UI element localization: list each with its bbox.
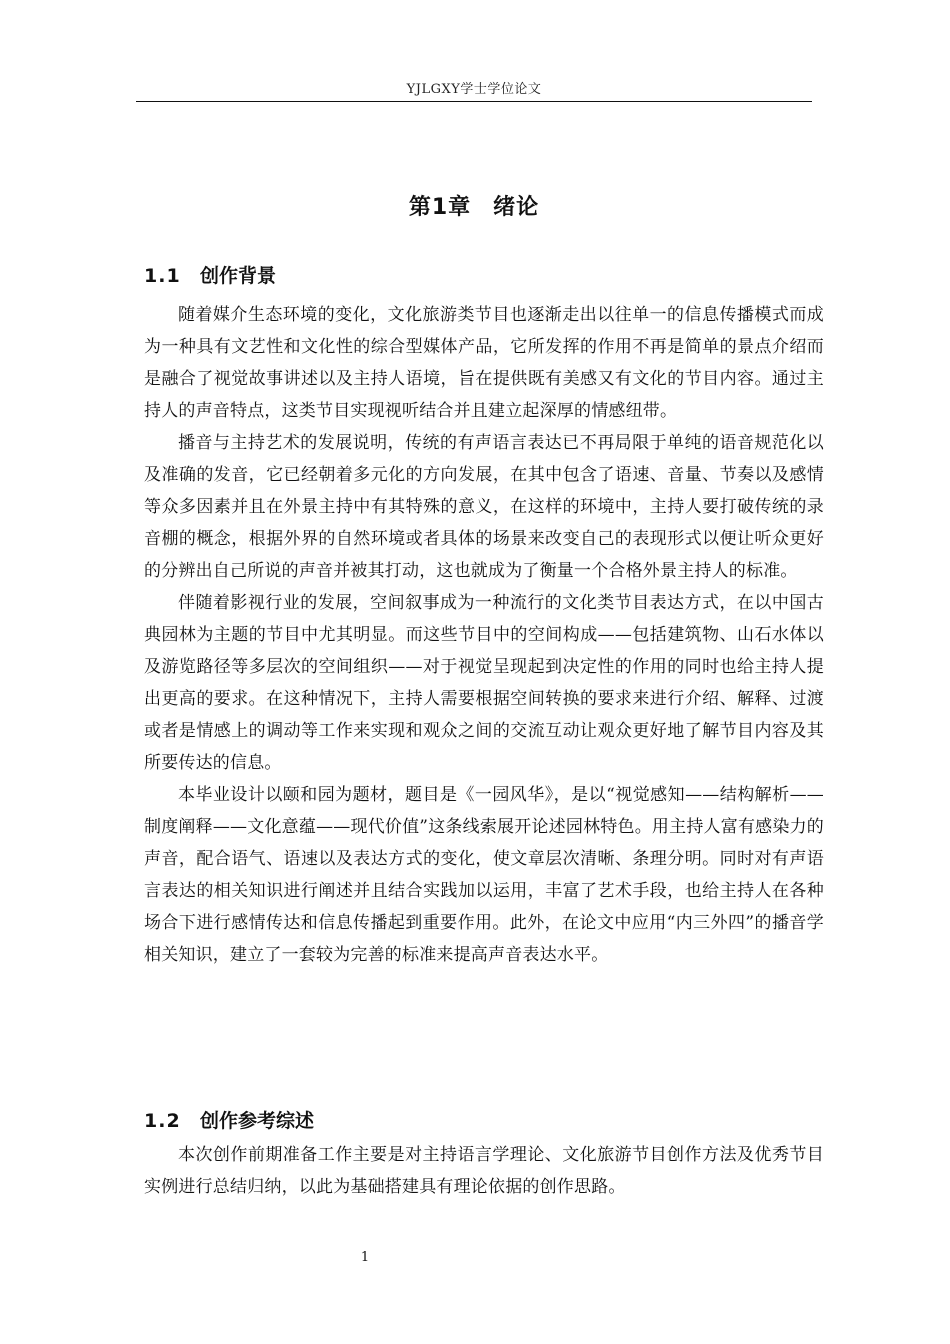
chapter-name: 绪论	[493, 195, 540, 220]
paragraph: 播音与主持艺术的发展说明，传统的有声语言表达已不再局限于单纯的语音规范化以及准确的发音，它已经朝着多元化的方向发展，在其中包含了语速、音量、节奏以及感情等众多因素并且在外景主持中有其特殊的意义，在这样的环境中，主持人要打破传统的录音棚的概念，根据外界的自然环境或者具体的场景来改变自己的表现形式以便让听众更好的分辨出自己所说的声音并被其打动，这也就成为了衡量一个合格外景主持人的标准。	[144, 433, 824, 581]
paragraph: 随着媒介生态环境的变化，文化旅游类节目也逐渐走出以往单一的信息传播模式而成为一种具有文艺性和文化性的综合型媒体产品，它所发挥的作用不再是简单的景点介绍而是融合了视觉故事讲述以及主持人语境，旨在提供既有美感又有文化的节目内容。通过主持人的声音特点，这类节目实现视听结合并且建立起深厚的情感纽带。	[144, 305, 824, 421]
chapter-number: 第1章	[408, 195, 472, 220]
section-title: 创作参考综述	[200, 1110, 315, 1132]
paragraph: 本毕业设计以颐和园为题材，题目是《一园风华》，是以“视觉感知——结构解析——制度阐释——文化意蕴——现代价值”这条线索展开论述园林特色。用主持人富有感染力的声音，配合语气、语速以及表达方式的变化，使文章层次清晰、条理分明。同时对有声语言表达的相关知识进行阐述并且结合实践加以运用，丰富了艺术手段，也给主持人在各种场合下进行感情传达和信息传播起到重要作用。此外，在论文中应用“内三外四”的播音学相关知识，建立了一套较为完善的标准来提高声音表达水平。	[144, 785, 824, 965]
section-heading	[144, 1105, 824, 1137]
paragraph: 伴随着影视行业的发展，空间叙事成为一种流行的文化类节目表达方式，在以中国古典园林为主题的节目中尤其明显。而这些节目中的空间构成——包括建筑物、山石水体以及游览路径等多层次的空间组织——对于视觉呈现起到决定性的作用的同时也给主持人提出更高的要求。在这种情况下，主持人需要根据空间转换的要求来进行介绍、解释、过渡或者是情感上的调动等工作来实现和观众之间的交流互动让观众更好地了解节目内容及其所要传达的信息。	[144, 593, 824, 773]
section-1-2	[144, 1105, 824, 1203]
section-heading	[144, 260, 824, 292]
paragraph: 本次创作前期准备工作主要是对主持语言学理论、文化旅游节目创作方法及优秀节目实例进行总结归纳，以此为基础搭建具有理论依据的创作思路。	[144, 1145, 824, 1197]
section-number: 1.1	[144, 265, 181, 287]
page-number: 1	[360, 1250, 370, 1265]
section-title: 创作背景	[200, 265, 277, 287]
header-divider	[136, 101, 812, 102]
chapter-title	[136, 190, 812, 221]
section-number: 1.2	[144, 1110, 181, 1132]
section-1-1	[144, 260, 824, 971]
running-header: YJLGXY学士学位论文	[406, 82, 542, 97]
